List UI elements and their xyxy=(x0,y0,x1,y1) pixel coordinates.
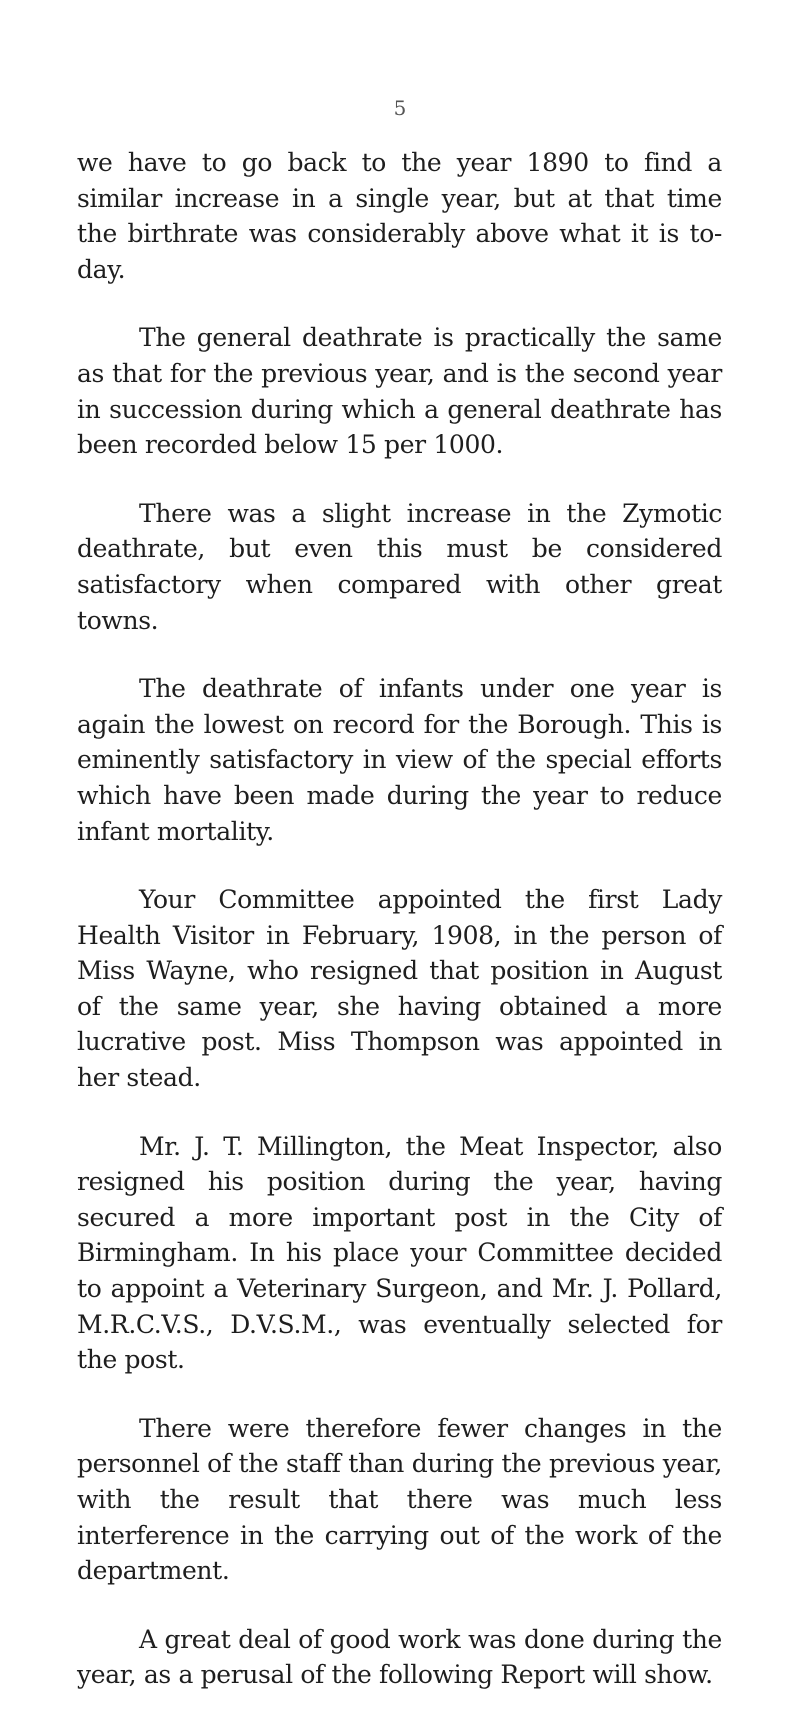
paragraph-health-visitor: Your Committee appointed the first Lady Health Visitor in February, 1908, in the person of Miss Wayne, who resigned that position in August of the same year, she having obtained a more lucrative post. Miss Thompson was appointed in her stead. xyxy=(77,885,722,1093)
paragraph-zymotic-deathrate: There was a slight increase in the Zymotic deathrate, but even this must be considered satisfactory when compared with other great towns. xyxy=(77,498,722,635)
paragraph-good-work: A great deal of good work was done during the year, as a perusal of the following Report will show. xyxy=(77,1624,722,1690)
paragraph-staff-changes: There were therefore fewer changes in the personnel of the staff than during the previous year, with the result that there was much less interference in the carrying out of the work of the department. xyxy=(77,1413,722,1586)
paragraph-infant-deathrate: The deathrate of infants under one year is again the lowest on record for the Borough. This is eminently satisfactory in view of the special efforts which have been made during the year to reduce infant mortality. xyxy=(77,674,722,846)
paragraph-birthrate-continuation: we have to go back to the year 1890 to find a similar increase in a single year, but at that time the birthrate was considerably above what it is to-day. xyxy=(77,148,722,284)
page-number: 5 xyxy=(393,96,407,120)
paragraph-general-deathrate: The general deathrate is practically the same as that for the previous year, and is the second year in succession during which a general deathrate has been recorded below 15 per 1000. xyxy=(77,323,722,460)
paragraph-meat-inspector: Mr. J. T. Millington, the Meat Inspector, also resigned his position during the year, having secured a more important post in the City of Birmingham. In his place your Committee decided to appoint a Veterinary Surgeon, and Mr. J. Pollard, M.R.C.V.S., D.V.S.M., was eventually selected for the post. xyxy=(77,1131,722,1375)
report-body xyxy=(77,145,722,1726)
